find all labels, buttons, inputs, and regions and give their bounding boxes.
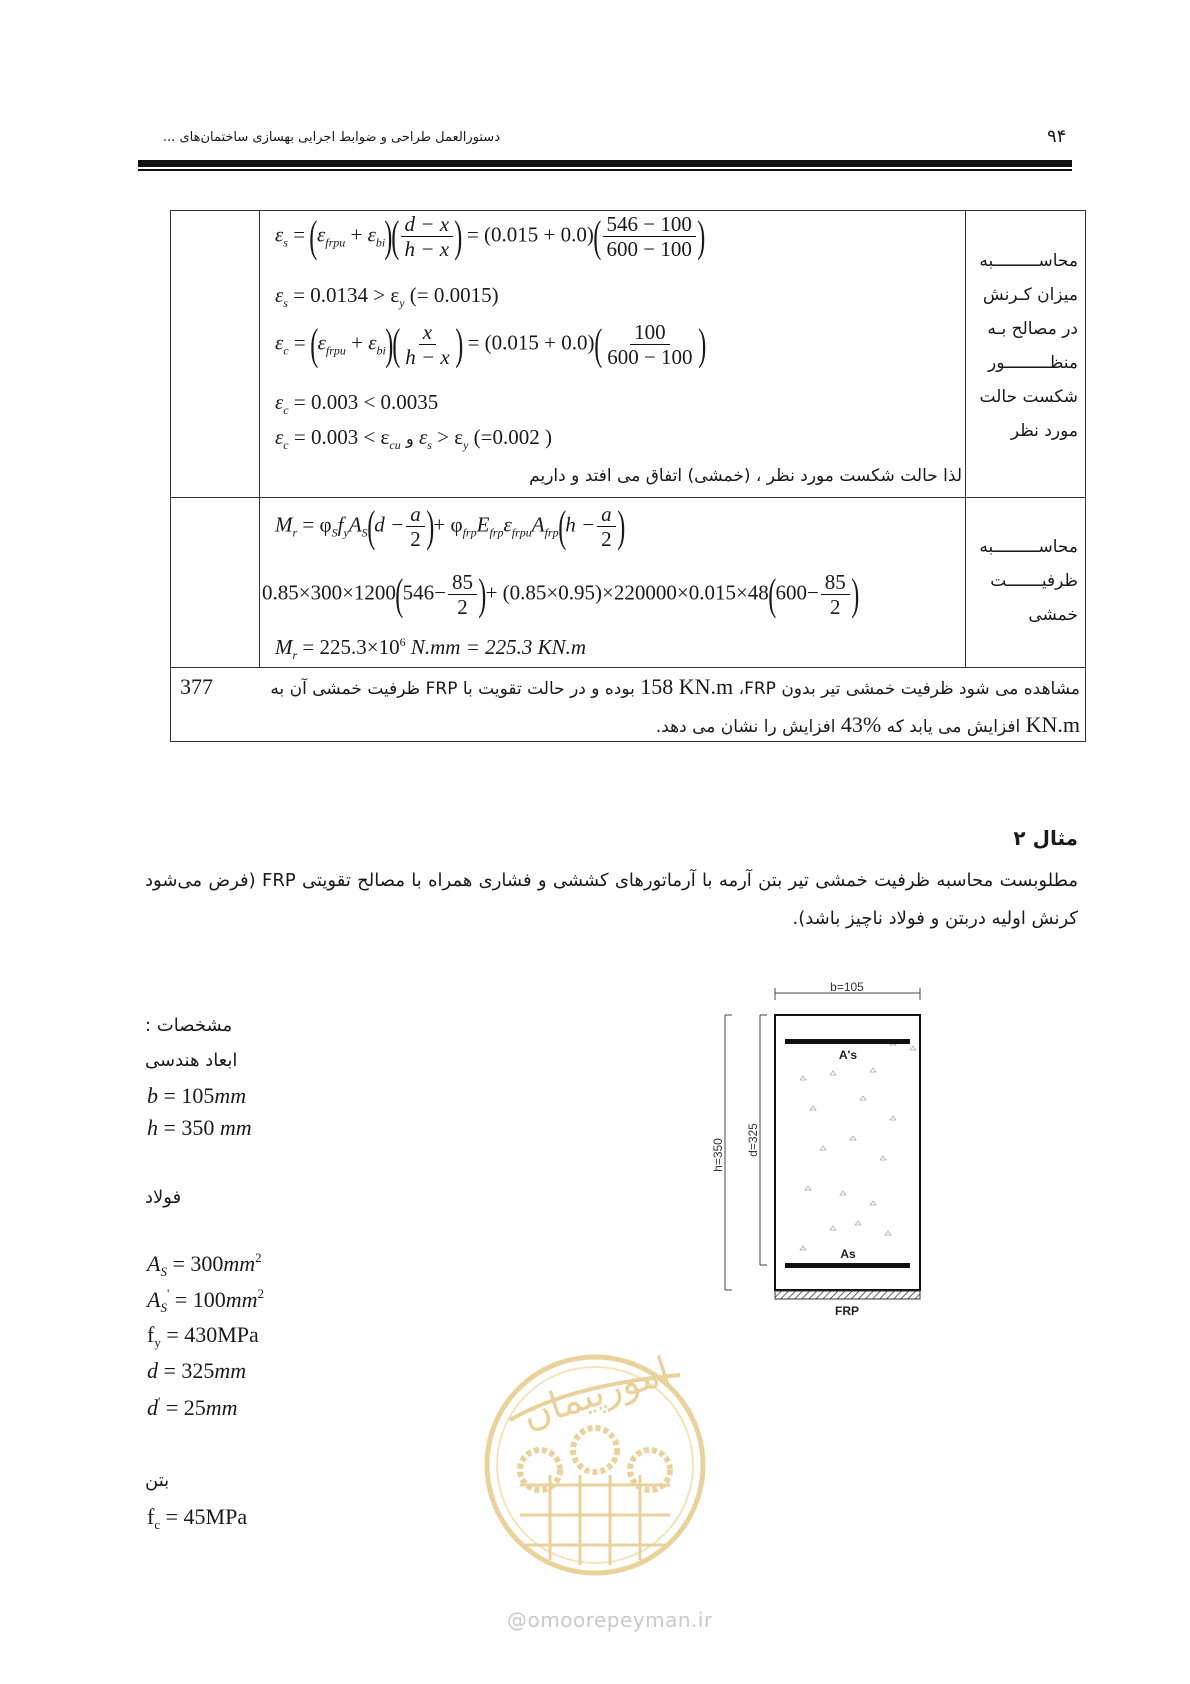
equation-steel-strain-check [275,283,499,311]
spec-unit: mm [225,1287,258,1312]
spec-superscript: 2 [255,1250,262,1265]
eq-symbol: ε [317,330,326,355]
eq-subscript: S [331,525,338,540]
summary-segment [270,669,1080,707]
equation-moment-result [275,635,586,663]
eq-text: = (0.015 + 0.0) [467,330,595,355]
spec-as [147,1250,262,1280]
top-reinforcement-bar [785,1039,910,1044]
spec-symbol: f [147,1322,155,1347]
equation-steel-strain: $\varepsilon_s = (\varepsilon_{frpu} + \varepsilon_{bi})$( $\frac{d - x}{h - x}$ ) = (0.015 + 0.0)( $\frac{546 - 100}{600 - 100}$ ) [275,211,706,261]
fraction-denominator: h − x [404,237,450,261]
table-border-top [170,210,1085,211]
eq-subscript: c [283,438,289,452]
eq-subscript: c [283,403,289,417]
header-rule [138,160,1072,167]
eq-text: > ε [431,425,464,449]
summary-text-part: بوده و در حالت تقویت با FRP ظرفیت خمشی آن به [270,679,635,699]
eq-subscript: S [361,525,368,540]
eq-symbol: ε [275,390,284,414]
summary-text [180,669,1080,745]
fraction [448,570,477,619]
failure-mode-note: لذا حالت شکست مورد نظر ، (خمشی) اتفاق می افتد و داریم [529,466,962,486]
fraction-denominator: 2 [601,527,612,551]
steel-heading: فولاد [145,1187,182,1208]
geometry-heading: ابعاد هندسی [145,1050,238,1071]
fraction-numerator: x [419,320,436,345]
label-line: منظـــــــــور [988,353,1078,373]
eq-subscript: frp [462,525,477,540]
concrete-heading: بتن [145,1470,170,1491]
label-line: در مصالح بـه [987,319,1078,339]
spec-subscript: c [154,1517,161,1532]
equation-concrete-strain-check [275,390,438,418]
frp-strip [775,1291,920,1299]
spec-subscript: S [160,1264,167,1279]
example-description: مطلوبست محاسبه ظرفیت خمشی تیر بتن آرمه با آرماتورهای کششی و فشاری همراه با مصالح تقویتی FRP (فرض می‌شود کرنش اولیه دربتن و فولاد ناچیز باشد). [145,870,1078,929]
eq-subscript: y [343,525,349,540]
watermark-url: @omoorepeyman.ir [507,1608,713,1632]
summary-value: 377 [180,674,213,699]
spec-unit: mm [223,1251,256,1276]
eq-subscript: cu [389,438,401,452]
spec-h [147,1115,252,1141]
eq-superscript: 6 [399,635,406,649]
table-row-divider [170,497,1085,498]
example-title: مثال ۲ [1013,826,1078,850]
page-number: ۹۴ [1047,126,1067,146]
eq-subscript: y [463,438,469,452]
spec-value: = 105 [158,1083,215,1108]
eq-subscript: s [427,438,432,452]
fraction-numerator: 100 [630,320,670,345]
eq-subscript: s [283,235,288,250]
specs-heading: مشخصات : [145,1015,233,1036]
spec-superscript: 2 [257,1286,264,1301]
summary-text-part: افزایش می یابد که [886,717,1021,737]
table-row-divider [170,667,1085,668]
spec-d-prime [147,1394,238,1421]
equation-moment-capacity: $M_r = \varphi_Sf_yA_S(d$ − $\frac{a}{2}$ )+ $\varphi_{frp}E_{frp}\varepsilon_{frpu}A_{frp}(h$ − $\frac{a}{2}$ ) [275,501,626,551]
eq-symbol: M [275,635,293,659]
beam-section-figure [710,980,940,1320]
fraction-numerator: 85 [448,570,477,595]
eq-symbol: ε [275,425,284,449]
spec-d [147,1358,246,1384]
eq-symbol: ε [367,222,376,247]
eq-symbol: M [275,512,293,537]
spec-prime: ' [166,1286,170,1301]
fraction-numerator: a [406,502,425,527]
summary-line [180,707,1080,745]
spec-symbol: h [147,1115,158,1140]
spec-unit: mm [214,1358,247,1383]
fraction-denominator: 2 [457,595,468,619]
eq-subscript: c [283,343,289,358]
spec-symbol: b [147,1083,158,1108]
spec-value: = 300 [166,1251,224,1276]
fraction [821,570,850,619]
fraction-numerator: 546 − 100 [603,212,696,237]
h-dimension-label: h=350 [711,1138,725,1172]
fraction [401,212,454,261]
eq-text: = 0.0134 > ε [287,283,400,307]
running-title: دستورالعمل طراحی و ضوابط اجرایی بهسازی ساختمان‌های ... [162,130,500,145]
eq-symbol: ε [418,425,428,449]
eq-conjunction: و [405,429,414,448]
summary-value: KN.m [1025,712,1080,737]
spec-subscript: y [154,1335,161,1350]
spec-symbol: d [147,1395,158,1420]
eq-text: (= 0.0015) [404,283,499,307]
row2-label [970,530,1078,632]
summary-value: 158 KN.m [640,674,734,699]
eq-subscript: r [292,648,298,662]
eq-text: h − [565,512,596,537]
eq-text: = 225.3×10 [297,635,400,659]
eq-symbol: ε [503,512,512,537]
label-line: ظرفیـــــــت [990,571,1078,591]
eq-subscript: frp [544,525,559,540]
fraction-denominator: 2 [410,527,421,551]
summary-text-part: مشاهده می شود ظرفیت خمشی تیر بدون FRP، [738,679,1080,699]
eq-subscript: bi [376,343,386,358]
spec-value: = 45MPa [160,1504,248,1529]
eq-symbol: ε [275,330,284,355]
eq-text: 0.85×300×1200 [262,580,396,605]
label-line: مورد نظر [1010,421,1078,441]
eq-subscript: y [399,296,405,310]
eq-symbol: A [348,512,362,537]
header-rule-thin [138,169,1072,171]
eq-text: N.mm = 225.3 KN.m [405,635,587,659]
eq-subscript: bi [375,235,386,250]
eq-symbol: ε [368,330,377,355]
label-line: میزان کـرنش [982,285,1078,305]
fraction [603,320,696,369]
spec-symbol: d [147,1358,158,1383]
eq-text: + φ [433,512,463,537]
summary-value: 43% [840,712,882,737]
top-bar-label: A's [838,1048,858,1062]
summary-line [180,669,1080,707]
fraction-numerator: a [597,502,616,527]
label-line: محاســـــــــبه [979,537,1078,557]
label-line: شکست حالت [979,387,1078,407]
fraction-numerator: 85 [821,570,850,595]
spec-prime: ' [158,1394,161,1409]
eq-subscript: frpu [325,235,346,250]
label-line: خمشی [1028,605,1078,625]
eq-subscript: frpu [325,343,346,358]
fraction-numerator: d − x [401,212,454,237]
table-column-divider [259,210,260,668]
table-border-left [170,210,171,742]
spec-value: = 350 [158,1115,220,1140]
spec-value: = 430MPa [160,1322,259,1347]
table-border-right [1085,210,1086,742]
spec-fc [147,1504,247,1533]
row1-label [970,244,1078,448]
spec-unit: mm [214,1083,247,1108]
fraction [603,212,696,261]
fraction [597,502,616,551]
fraction-denominator: h − x [405,345,450,369]
equation-moment-substitution: 0.85×300×1200(546− $\frac{85}{2}$ )+ (0.85×0.95)×220000×0.015×48(600− $\frac{85}{2}$ ) [262,569,860,619]
spec-fy [147,1322,259,1351]
eq-subscript: frpu [511,525,532,540]
b-dimension-label: b=105 [830,980,864,994]
eq-text: = 0.003 < 0.0035 [288,390,439,414]
eq-symbol: E [476,512,490,537]
spec-symbol: A [147,1287,161,1312]
eq-text: = (0.015 + 0.0) [466,222,594,247]
eq-subscript: r [292,525,298,540]
spec-subscript: S [160,1300,167,1315]
fraction-denominator: 600 − 100 [607,345,693,369]
fraction-denominator: 600 − 100 [606,237,692,261]
table-column-divider [965,210,966,668]
spec-as-prime [147,1286,264,1316]
eq-text: d − [374,512,405,537]
eq-text: (=0.002 ) [468,425,552,449]
d-dimension-label: d=325 [746,1123,760,1157]
eq-subscript: s [283,296,288,310]
eq-symbol: A [531,512,545,537]
spec-unit: mm [219,1115,252,1140]
eq-text: 546− [402,580,446,605]
spec-b [147,1083,246,1109]
fraction [406,502,425,551]
spec-symbol: A [147,1251,161,1276]
eq-text: 600− [775,580,819,605]
eq-text: = φ [302,512,332,537]
eq-text: = 0.003 < ε [288,425,390,449]
eq-symbol: ε [316,222,326,247]
eq-subscript: frp [489,525,504,540]
fraction-denominator: 2 [830,595,841,619]
spec-value: = 25 [160,1395,206,1420]
spec-unit: mm [205,1395,238,1420]
watermark-logo [480,1335,710,1605]
equation-failure-condition [275,425,552,453]
bottom-bar-label: As [840,1247,856,1261]
spec-value: = 100 [169,1287,226,1312]
eq-symbol: f [337,512,344,537]
spec-symbol: f [147,1504,155,1529]
spec-value: = 325 [158,1358,215,1383]
frp-label: FRP [835,1304,859,1318]
bottom-reinforcement-bar [785,1263,910,1268]
eq-symbol: ε [275,283,284,307]
equation-concrete-strain: $\varepsilon_c = (\varepsilon_{frpu} + \varepsilon_{bi})$( $\frac{x}{h - x}$ ) = (0.015 + 0.0)( $\frac{100}{600 - 100}$ ) [275,319,706,369]
fraction [401,320,454,369]
eq-text: + (0.85×0.95)×220000×0.015×48 [485,580,769,605]
eq-symbol: ε [275,222,284,247]
summary-text-part: افزایش را نشان می دهد. [655,717,836,737]
label-line: محاســـــــــبه [979,251,1078,271]
watermark-logo-text: امورپیمان [516,1348,676,1438]
